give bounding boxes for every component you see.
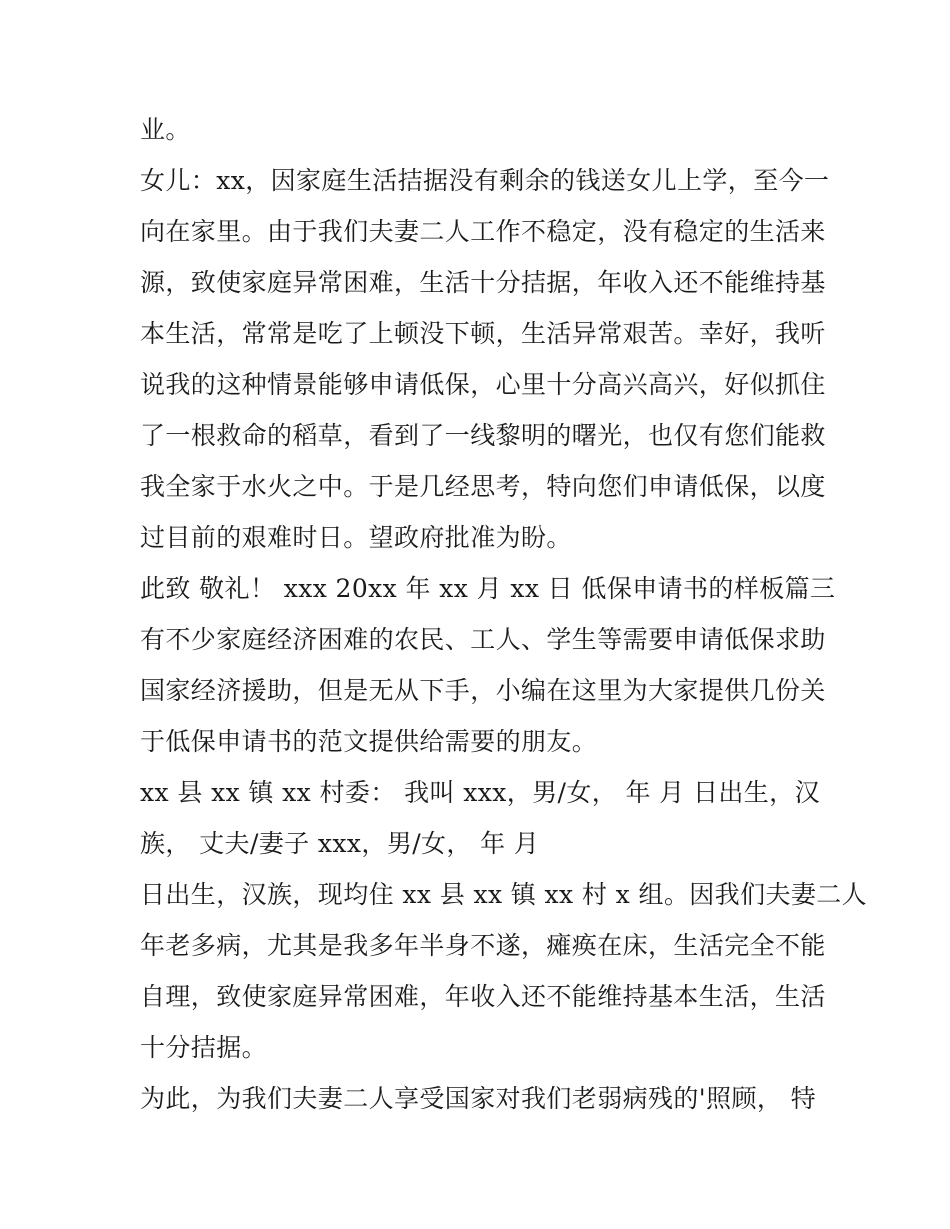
text-line: 十分拮据。 bbox=[140, 1033, 268, 1062]
text-line: xx 县 xx 镇 xx 村委： 我叫 xxx，男/女， 年 月 日出生，汉 bbox=[140, 778, 820, 807]
text-line: 族， 丈夫/妻子 xxx，男/女， 年 月 bbox=[140, 829, 540, 858]
text-line: 向在家里。由于我们夫妻二人工作不稳定，没有稳定的生活来 bbox=[140, 217, 826, 246]
text-line: 为此，为我们夫妻二人享受国家对我们老弱病残的'照顾， 特 bbox=[140, 1084, 817, 1113]
text-line: 过目前的艰难时日。望政府批准为盼。 bbox=[140, 523, 572, 552]
text-line: 国家经济援助，但是无从下手，小编在这里为大家提供几份关 bbox=[140, 676, 826, 705]
text-line: 日出生，汉族，现均住 xx 县 xx 镇 xx 村 x 组。因我们夫妻二人 bbox=[140, 880, 868, 909]
text-line: 源，致使家庭异常困难，生活十分拮据，年收入还不能维持基 bbox=[140, 268, 826, 297]
text-line: 业。 bbox=[140, 115, 191, 144]
text-line: 了一根救命的稻草，看到了一线黎明的曙光，也仅有您们能救 bbox=[140, 421, 826, 450]
text-line: 有不少家庭经济困难的农民、工人、学生等需要申请低保求助 bbox=[140, 625, 826, 654]
text-line: 我全家于水火之中。于是几经思考，特向您们申请低保，以度 bbox=[140, 472, 826, 501]
text-line: 女儿：xx，因家庭生活拮据没有剩余的钱送女儿上学，至今一 bbox=[140, 166, 830, 195]
text-line: 自理，致使家庭异常困难，年收入还不能维持基本生活，生活 bbox=[140, 982, 826, 1011]
text-line: 此致 敬礼！ xxx 20xx 年 xx 月 xx 日 低保申请书的样板篇三 bbox=[140, 574, 836, 603]
text-line: 于低保申请书的范文提供给需要的朋友。 bbox=[140, 727, 598, 756]
text-line: 年老多病，尤其是我多年半身不遂，瘫痪在床，生活完全不能 bbox=[140, 931, 826, 960]
text-line: 本生活，常常是吃了上顿没下顿，生活异常艰苦。幸好，我听 bbox=[140, 319, 826, 348]
text-line: 说我的这种情景能够申请低保，心里十分高兴高兴，好似抓住 bbox=[140, 370, 826, 399]
